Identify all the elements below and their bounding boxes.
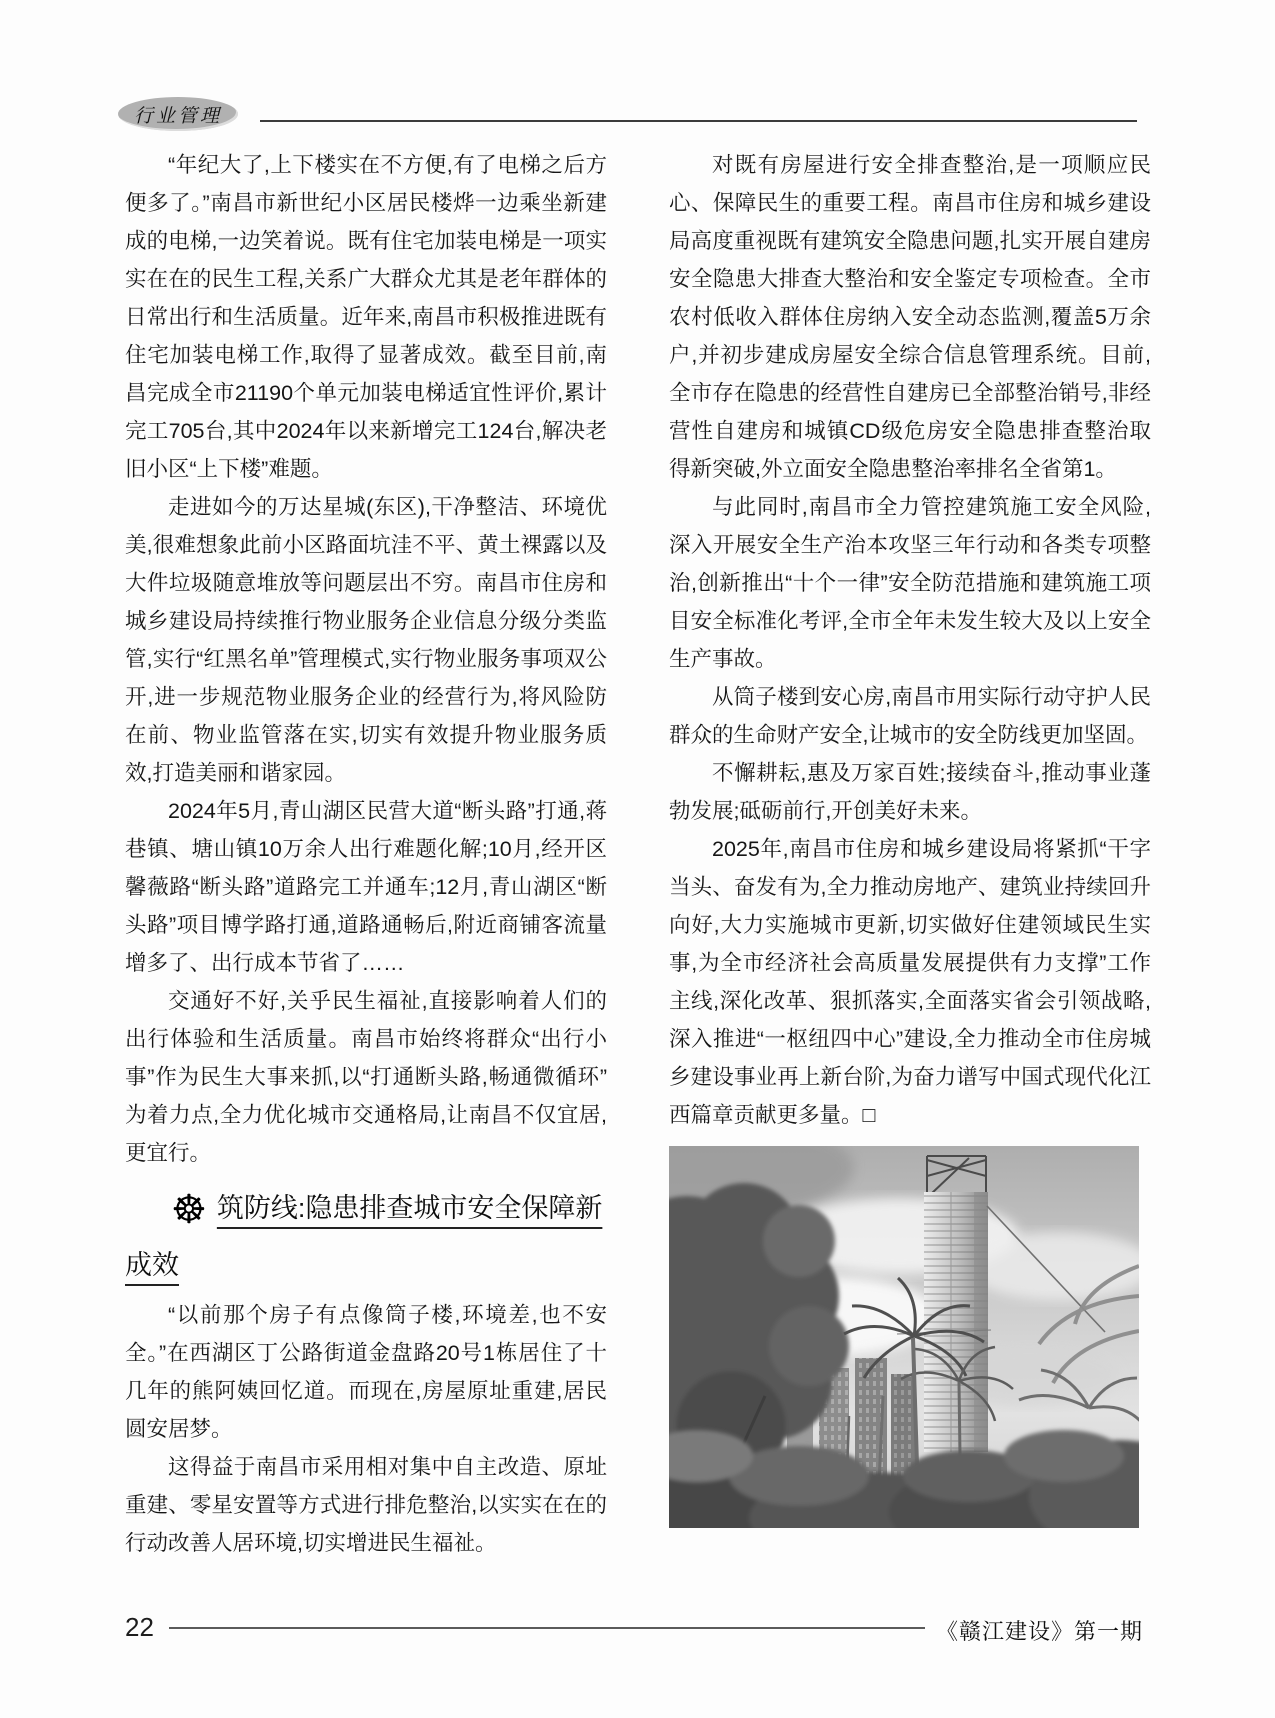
right-column — [669, 146, 1151, 1562]
page-footer — [125, 1612, 1143, 1646]
paragraph: 2024年5月,青山湖区民营大道“断头路”打通,蒋巷镇、塘山镇10万余人出行难题化解;10月,经开区馨薇路“断头路”道路完工并通车;12月,青山湖区“断头路”项目博学路打通,道路通畅后,附近商铺客流量增多了、出行成本节省了…… — [125, 799, 607, 975]
paragraph: 从筒子楼到安心房,南昌市用实际行动守护人民群众的生命财产安全,让城市的安全防线更加坚固。 — [669, 685, 1151, 747]
paragraph: 2025年,南昌市住房和城乡建设局将紧抓“干字当头、奋发有为,全力推动房地产、建筑业持续回升向好,大力实施城市更新,切实做好住建领域民生实事,为全市经济社会高质量发展提供有力支撑”工作主线,深化改革、狠抓落实,全面落实省会引领战略,深入推进“一枢纽四中心”建设,全力推动全市住房城乡建设事业再上新台阶,为奋力谱写中国式现代化江西篇章贡献更多量。□ — [669, 837, 1151, 1127]
paragraph: 这得益于南昌市采用相对集中自主改造、原址重建、零星安置等方式进行排危整治,以实实在在的行动改善人居环境,切实增进民生福祉。 — [125, 1455, 607, 1555]
city-skyline-photo — [669, 1146, 1139, 1528]
paragraph: 与此同时,南昌市全力管控建筑施工安全风险,深入开展安全生产治本攻坚三年行动和各类专项整治,创新推出“十个一律”安全防范措施和建筑施工项目安全标准化考评,全市全年未发生较大及以上安全生产事故。 — [669, 495, 1151, 671]
journal-issue: 《赣江建设》第一期 — [935, 1619, 1143, 1644]
page-number: 22 — [125, 1612, 154, 1642]
paragraph: 不懈耕耘,惠及万家百姓;接续奋斗,推动事业蓬勃发展;砥砺前行,开创美好未来。 — [669, 761, 1151, 823]
paragraph: 对既有房屋进行安全排查整治,是一项顺应民心、保障民生的重要工程。南昌市住房和城乡建设局高度重视既有建筑安全隐患问题,扎实开展自建房安全隐患大排查大整治和安全鉴定专项检查。全市农村低收入群体住房纳入安全动态监测,覆盖5万余户,并初步建成房屋安全综合信息管理系统。目前,全市存在隐患的经营性自建房已全部整治销号,非经营性自建房和城镇CD级危房安全隐患排查整治取得新突破,外立面安全隐患整治率排名全省第1。 — [669, 153, 1151, 481]
ship-wheel-icon: ☸ — [171, 1188, 207, 1232]
paragraph: “年纪大了,上下楼实在不方便,有了电梯之后方便多了。”南昌市新世纪小区居民楼烨一边乘坐新建成的电梯,一边笑着说。既有住宅加装电梯是一项实实在在的民生工程,关系广大群众尤其是老年群体的日常出行和生活质量。近年来,南昌市积极推进既有住宅加装电梯工作,取得了显著成效。截至目前,南昌完成全市21190个单元加装电梯适宜性评价,累计完工705台,其中2024年以来新增完工124台,解决老旧小区“上下楼”难题。 — [125, 153, 607, 481]
paragraph: 走进如今的万达星城(东区),干净整洁、环境优美,很难想象此前小区路面坑洼不平、黄土裸露以及大件垃圾随意堆放等问题层出不穷。南昌市住房和城乡建设局持续推行物业服务企业信息分级分类监管,实行“红黑名单”管理模式,实行物业服务事项双公开,进一步规范物业服务企业的经营行为,将风险防在前、物业监管落在实,切实有效提升物业服务质效,打造美丽和谐家园。 — [125, 495, 607, 785]
section-heading — [125, 1180, 607, 1294]
header-rule — [260, 120, 1137, 122]
footer-rule — [169, 1627, 925, 1629]
page-header — [118, 97, 1140, 137]
section-badge-label: 行业管理 — [133, 105, 222, 127]
paragraph: “以前那个房子有点像筒子楼,环境差,也不安全。”在西湖区丁公路街道金盘路20号1栋居住了十几年的熊阿姨回忆道。而现在,房屋原址重建,居民圆安居梦。 — [125, 1303, 607, 1441]
paragraph: 交通好不好,关乎民生福祉,直接影响着人们的出行体验和生活质量。南昌市始终将群众“出行小事”作为民生大事来抓,以“打通断头路,畅通微循环”为着力点,全力优化城市交通格局,让南昌不仅宜居,更宜行。 — [125, 989, 607, 1165]
section-heading-text: 筑防线:隐患排查城市安全保障新成效 — [125, 1193, 603, 1280]
section-badge — [118, 97, 238, 131]
article-body — [125, 146, 1151, 1562]
left-column — [125, 146, 607, 1562]
